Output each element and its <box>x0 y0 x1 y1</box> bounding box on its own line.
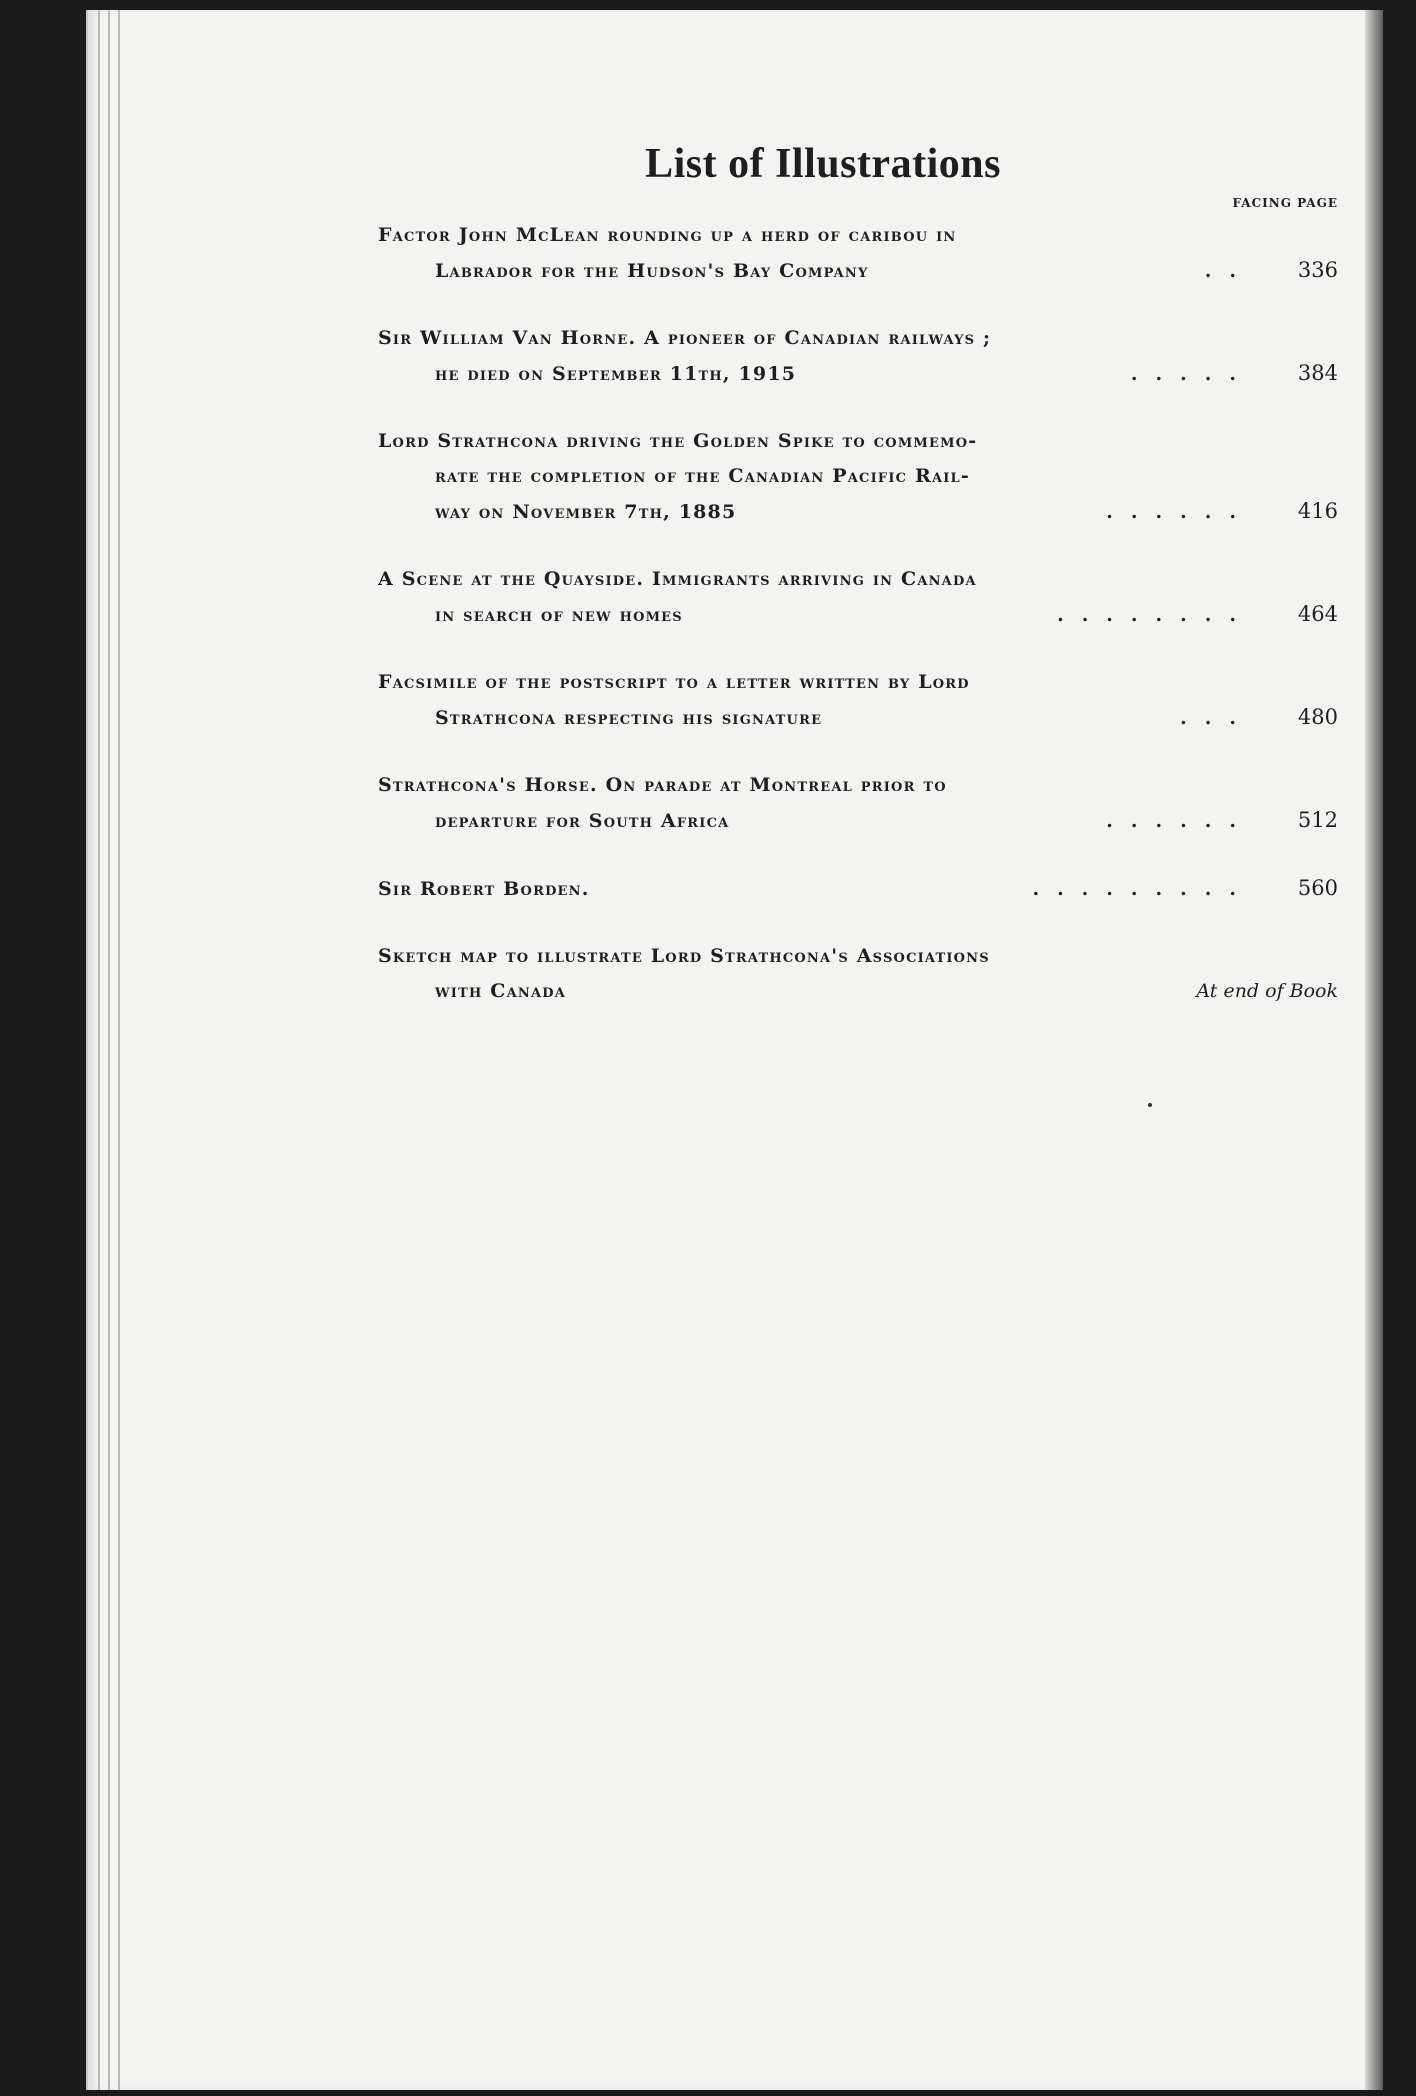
entry-second-line: Labrador for the Hudson's Bay Company <box>435 260 869 282</box>
list-item <box>378 871 1338 907</box>
list-item <box>378 218 1338 289</box>
list-item <box>378 562 1338 633</box>
entry-first-line: Strathcona's Horse. On parade at Montreal prior to <box>378 774 947 796</box>
entry-second-line: in search of new homes <box>435 604 683 626</box>
entry-middle-line: rate the completion of the Canadian Pacific Rail- <box>435 465 970 487</box>
list-item <box>378 768 1338 839</box>
book-page <box>86 10 1383 2090</box>
entry-first-line: Facsimile of the postscript to a letter written by Lord <box>378 671 970 693</box>
location-note: At end of Book <box>1196 980 1338 1002</box>
page-number: 464 <box>1297 602 1338 626</box>
entry-second-line: with Canada <box>435 980 566 1002</box>
entry-first-line: A Scene at the Quayside. Immigrants arriving in Canada <box>378 568 977 590</box>
list-item <box>378 939 1338 1009</box>
page-number: 416 <box>1297 499 1338 523</box>
leader-dots: ...... <box>1106 501 1254 523</box>
entry-second-line: Strathcona respecting his signature <box>435 707 823 729</box>
list-item <box>378 665 1338 736</box>
entry-first-line: Factor John McLean rounding up a herd of caribou in <box>378 224 957 246</box>
entry-first-line: Lord Strathcona driving the Golden Spike to commemo- <box>378 430 978 452</box>
page-right-edge <box>1365 10 1383 2090</box>
leader-dots: ........ <box>1057 604 1254 626</box>
list-item <box>378 321 1338 392</box>
leader-dots: ..... <box>1130 363 1254 385</box>
page-title: List of Illustrations <box>645 141 1001 187</box>
page-number: 512 <box>1297 808 1338 832</box>
page-number: 336 <box>1297 258 1338 282</box>
page-number: 384 <box>1297 361 1338 385</box>
leader-dots: .. <box>1204 260 1254 282</box>
entry-second-line: departure for South Africa <box>435 810 730 832</box>
entry-first-line: Sketch map to illustrate Lord Strathcona's Associations <box>378 945 990 967</box>
page-edge-line <box>118 10 120 2090</box>
leader-dots: ......... <box>1032 878 1254 900</box>
list-item <box>378 424 1338 530</box>
entry-second-line: way on November 7th, 1885 <box>435 501 737 523</box>
page-number: 560 <box>1297 876 1338 900</box>
page-number: 480 <box>1297 705 1338 729</box>
illustrations-list <box>378 140 1338 1041</box>
entry-second-line: he died on September 11th, 1915 <box>435 363 797 385</box>
page-edge-line <box>108 10 110 2090</box>
leader-dots: ...... <box>1106 810 1254 832</box>
entry-first-line: Sir Robert Borden. <box>378 878 590 900</box>
speck-mark <box>1148 1103 1152 1107</box>
leader-dots: ... <box>1180 707 1254 729</box>
facing-page-label: FACING PAGE <box>1232 196 1338 210</box>
page-edge-line <box>98 10 100 2090</box>
entry-first-line: Sir William Van Horne. A pioneer of Canadian railways ; <box>378 327 992 349</box>
